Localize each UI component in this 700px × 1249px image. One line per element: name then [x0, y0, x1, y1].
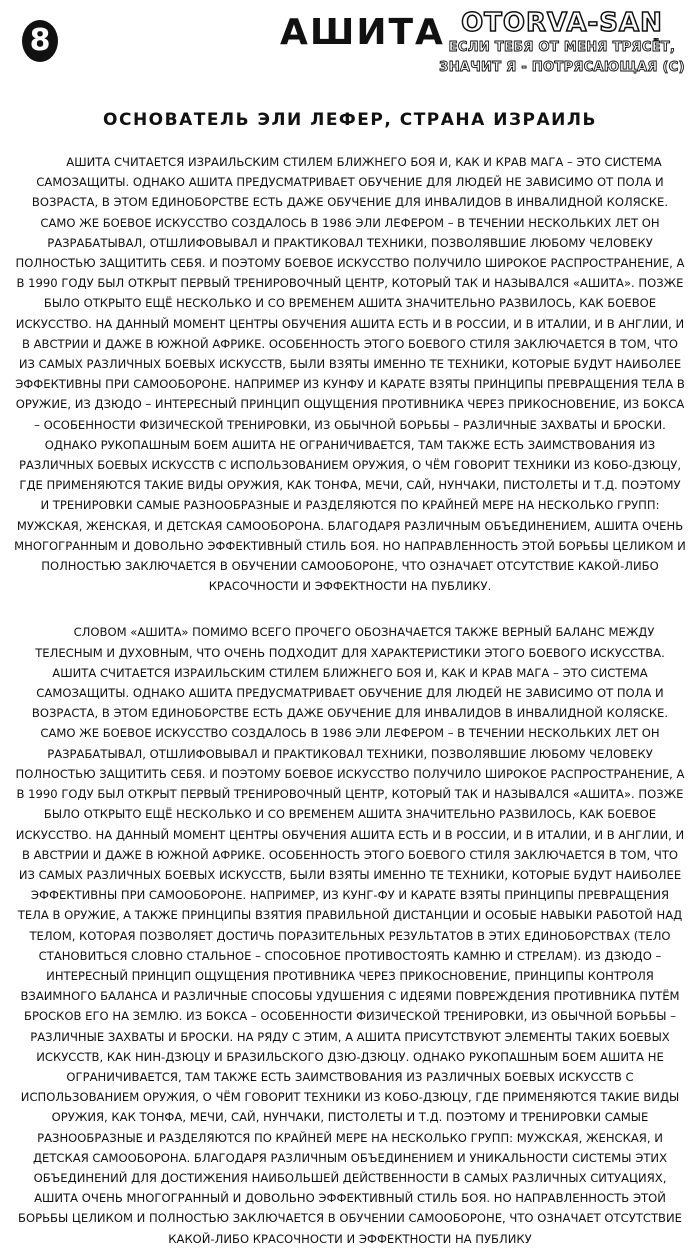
logo-name: OTORVA-SAN — [461, 8, 663, 38]
logo-tagline-line1: ЕСЛИ ТЕБЯ ОТ МЕНЯ ТРЯСЁТ, — [448, 40, 676, 55]
logo-tagline-line2: ЗНАЧИТ Я - ПОТРЯСАЮЩАЯ (С) — [439, 60, 685, 75]
logo-block — [430, 8, 694, 78]
subtitle: ОСНОВАТЕЛЬ ЭЛИ ЛЕФЕР, СТРАНА ИЗРАИЛЬ — [103, 110, 597, 130]
page-title: АШИТА — [280, 12, 445, 53]
paragraph-2: СЛОВОМ «АШИТА» ПОМИМО ВСЕГО ПРОЧЕГО ОБОЗНАЧАЕТСЯ ТАКЖЕ ВЕРНЫЙ БАЛАНС МЕЖДУ ТЕЛЕСНЫМ И ДУХОВНЫМ, ЧТО ОЧЕНЬ ПОДХОДИТ ДЛЯ ХАРАКТЕРИСТИКИ ЭТОГО БОЕВОГО ИСКУССТВА. АШИТА СЧИТАЕТСЯ ИЗРАИЛЬСКИМ СТИЛЕМ БЛИЖНЕГО БОЯ И, КАК И КРАВ МАГА – ЭТО СИСТЕМА САМОЗАЩИТЫ. ОДНАКО АШИТА ПРЕДУСМАТРИВАЕТ ОБУЧЕНИЕ ДЛЯ ЛЮДЕЙ НЕ ЗАВИСИМО ОТ ПОЛА И ВОЗРАСТА, В ЭТОМ ЕДИНОБОРСТВЕ ЕСТЬ ДАЖЕ ОБУЧЕНИЕ ДЛЯ ИНВАЛИДОВ В ИНВАЛИДНОЙ КОЛЯСКЕ. САМО ЖЕ БОЕВОЕ ИСКУССТВО СОЗДАЛОСЬ В 1986 ЭЛИ ЛЕФЕРОМ – В ТЕЧЕНИИ НЕСКОЛЬКИХ ЛЕТ ОН РАЗРАБАТЫВАЛ, ОТШЛИФОВЫВАЛ И ПРАКТИКОВАЛ ТЕХНИКИ, ПОЗВОЛЯВШИЕ ЛЮБОМУ ЧЕЛОВЕКУ ПОЛНОСТЬЮ ЗАЩИТИТЬ СЕБЯ. И ПОЭТОМУ БОЕВОЕ ИСКУССТВО ПОЛУЧИЛО ШИРОКОЕ РАСПРОСТРАНЕНИЕ, А В 1990 ГОДУ БЫЛ ОТКРЫТ ПЕРВЫЙ ТРЕНИРОВОЧНЫЙ ЦЕНТР, КОТОРЫЙ ТАК И НАЗЫВАЛСЯ «АШИТА». ПОЗЖЕ БЫЛО ОТКРЫТО ЕЩЁ НЕСКОЛЬКО И СО ВРЕМЕНЕМ АШИТА ЗНАЧИТЕЛЬНО РАЗВИЛОСЬ, КАК БОЕВОЕ ИСКУССТВО. НА ДАННЫЙ МОМЕНТ ЦЕНТРЫ ОБУЧЕНИЯ АШИТА ЕСТЬ И В РОССИИ, И В ИТАЛИИ, И В АНГЛИИ, И В АВСТРИИ И ДАЖЕ В ЮЖНОЙ АФРИКЕ. ОСОБЕННОСТЬ ЭТОГО БОЕВОГО СТИЛЯ ЗАКЛЮЧАЕТСЯ В ТОМ, ЧТО ИЗ САМЫХ РАЗЛИЧНЫХ БОЕВЫХ ИСКУССТВ, БЫЛИ ВЗЯТЫ ИМЕННО ТЕ ТЕХНИКИ, КОТОРЫЕ БУДУТ НАИБОЛЕЕ ЭФФЕКТИВНЫ ПРИ САМООБОРОНЕ. НАПРИМЕР, ИЗ КУНГ-ФУ И КАРАТЕ ВЗЯТЫ ПРИНЦИПЫ ПРЕВРАЩЕНИЯ ТЕЛА В ОРУЖИЕ, А ТАКЖЕ ПРИНЦИПЫ ВЗЯТИЯ ПРАВИЛЬНОЙ ДИСТАНЦИИ И ОСОБЫЕ НАВЫКИ РАБОТОЙ НАД ТЕЛОМ, КОТОРАЯ ПОЗВОЛЯЕТ ДОСТИЧЬ ПОРАЗИТЕЛЬНЫХ РЕЗУЛЬТАТОВ В ЭТИХ ЕДИНОБОРСТВАХ (ТЕЛО СТАНОВИТЬСЯ СЛОВНО СТАЛЬНОЕ – СПОСОБНОЕ ПРОТИВОСТОЯТЬ КАМНЮ И СТРЕЛАМ). ИЗ ДЗЮДО – ИНТЕРЕСНЫЙ ПРИНЦИП ОЩУЩЕНИЯ ПРОТИВНИКА ЧЕРЕЗ ПРИКОСНОВЕНИЕ, ПРИНЦИПЫ КОНТРОЛЯ ВЗАИМНОГО БАЛАНСА И РАЗЛИЧНЫЕ СПОСОБЫ УДУШЕНИЯ С ИДЕЯМИ ПОВРЕЖДЕНИЯ ПРОТИВНИКА ПУТЁМ БРОСКОВ ЕГО НА ЗЕМЛЮ. ИЗ БОКСА – ОСОБЕННОСТИ ФИЗИЧЕСКОЙ ТРЕНИРОВКИ, ИЗ ОБЫЧНОЙ БОРЬБЫ – РАЗЛИЧНЫЕ ЗАХВАТЫ И БРОСКИ. НА РЯДУ С ЭТИМ, А АШИТА ПРИСУТСТВУЮТ ЭЛЕМЕНТЫ ТАКИХ БОЕВЫХ ИСКУССТВ, КАК НИН-ДЗЮЦУ И БРАЗИЛЬСКОГО ДЗЮ-ДЗЮЦУ. ОДНАКО РУКОПАШНЫМ БОЕМ АШИТА НЕ ОГРАНИЧИВАЕТСЯ, ТАМ ТАКЖЕ ЕСТЬ ЗАИМСТВОВАНИЯ ИЗ РАЗЛИЧНЫХ БОЕВЫХ ИСКУССТВ С ИСПОЛЬЗОВАНИЕМ ОРУЖИЯ, О ЧЁМ ГОВОРИТ ТЕХНИКИ ИЗ КОБО-ДЗЮЦУ, ГДЕ ПРИМЕНЯЮТСЯ ТАКИЕ ВИДЫ ОРУЖИЯ, КАК ТОНФА, МЕЧИ, САЙ, НУНЧАКИ, ПИСТОЛЕТЫ И Т.Д. ПОЭТОМУ И ТРЕНИРОВКИ САМЫЕ РАЗНООБРАЗНЫЕ И РАЗДЕЛЯЮТСЯ ПО КРАЙНЕЙ МЕРЕ НА НЕСКОЛЬКО ГРУПП: МУЖСКАЯ, ЖЕНСКАЯ, И ДЕТСКАЯ САМООБОРОНА. БЛАГОДАРЯ РАЗЛИЧНЫМ ОБЪЕДИНЕНИЕМ И УНИКАЛЬНОСТИ СИСТЕМЫ ЭТИХ ОБЪЕДИНЕНИЙ ДЛЯ ДОСТИЖЕНИЯ НАИБОЛЬШЕЙ ДЕЙСТВЕННОСТИ В САМЫХ РАЗЛИЧНЫХ СИТУАЦИЯХ, АШИТА ОЧЕНЬ МНОГОГРАННЫЙ И ДОВОЛЬНО ЭФФЕКТИВНЫЙ СТИЛЬ БОЯ. НО НАПРАВЛЕННОСТЬ ЭТОЙ БОРЬБЫ ЦЕЛИКОМ И ПОЛНОСТЬЮ ЗАКЛЮЧАЕТСЯ В ОБУЧЕНИИ САМООБОРОНЕ, ЧТО ОЗНАЧАЕТ ОТСУТСТВИЕ КАКОЙ-ЛИБО КРАСОЧНОСТИ И ЭФФЕКТНОСТИ НА ПУБЛИКУ — [15, 625, 685, 1246]
page-number-badge: 8 — [22, 20, 58, 62]
article-body — [14, 152, 686, 1249]
paragraph-1: АШИТА СЧИТАЕТСЯ ИЗРАИЛЬСКИМ СТИЛЕМ БЛИЖНЕГО БОЯ И, КАК И КРАВ МАГА – ЭТО СИСТЕМА САМОЗАЩИТЫ. ОДНАКО АШИТА ПРЕДУСМАТРИВАЕТ ОБУЧЕНИЕ ДЛЯ ЛЮДЕЙ НЕ ЗАВИСИМО ОТ ПОЛА И ВОЗРАСТА, В ЭТОМ ЕДИНОБОРСТВЕ ЕСТЬ ДАЖЕ ОБУЧЕНИЕ ДЛЯ ИНВАЛИДОВ В ИНВАЛИДНОЙ КОЛЯСКЕ. САМО ЖЕ БОЕВОЕ ИСКУССТВО СОЗДАЛОСЬ В 1986 ЭЛИ ЛЕФЕРОМ – В ТЕЧЕНИИ НЕСКОЛЬКИХ ЛЕТ ОН РАЗРАБАТЫВАЛ, ОТШЛИФОВЫВАЛ И ПРАКТИКОВАЛ ТЕХНИКИ, ПОЗВОЛЯВШИЕ ЛЮБОМУ ЧЕЛОВЕКУ ПОЛНОСТЬЮ ЗАЩИТИТЬ СЕБЯ. И ПОЭТОМУ БОЕВОЕ ИСКУССТВО ПОЛУЧИЛО ШИРОКОЕ РАСПРОСТРАНЕНИЕ, А В 1990 ГОДУ БЫЛ ОТКРЫТ ПЕРВЫЙ ТРЕНИРОВОЧНЫЙ ЦЕНТР, КОТОРЫЙ ТАК И НАЗЫВАЛСЯ «АШИТА». ПОЗЖЕ БЫЛО ОТКРЫТО ЕЩЁ НЕСКОЛЬКО И СО ВРЕМЕНЕМ АШИТА ЗНАЧИТЕЛЬНО РАЗВИЛОСЬ, КАК БОЕВОЕ ИСКУССТВО. НА ДАННЫЙ МОМЕНТ ЦЕНТРЫ ОБУЧЕНИЯ АШИТА ЕСТЬ И В РОССИИ, И В ИТАЛИИ, И В АНГЛИИ, И В АВСТРИИ И ДАЖЕ В ЮЖНОЙ АФРИКЕ. ОСОБЕННОСТЬ ЭТОГО БОЕВОГО СТИЛЯ ЗАКЛЮЧАЕТСЯ В ТОМ, ЧТО ИЗ САМЫХ РАЗЛИЧНЫХ БОЕВЫХ ИСКУССТВ, БЫЛИ ВЗЯТЫ ИМЕННО ТЕ ТЕХНИКИ, КОТОРЫЕ БУДУТ НАИБОЛЕЕ ЭФФЕКТИВНЫ ПРИ САМООБОРОНЕ. НАПРИМЕР ИЗ КУНФУ И КАРАТЕ ВЗЯТЫ ПРИНЦИПЫ ПРЕВРАЩЕНИЯ ТЕЛА В ОРУЖИЕ, ИЗ ДЗЮДО – ИНТЕРЕСНЫЙ ПРИНЦИП ОЩУЩЕНИЯ ПРОТИВНИКА ЧЕРЕЗ ПРИКОСНОВЕНИЕ, ИЗ БОКСА – ОСОБЕННОСТИ ФИЗИЧЕСКОЙ ТРЕНИРОВКИ, ИЗ ОБЫЧНОЙ БОРЬБЫ – РАЗЛИЧНЫЕ ЗАХВАТЫ И БРОСКИ. ОДНАКО РУКОПАШНЫМ БОЕМ АШИТА НЕ ОГРАНИЧИВАЕТСЯ, ТАМ ТАКЖЕ ЕСТЬ ЗАИМСТВОВАНИЯ ИЗ РАЗЛИЧНЫХ БОЕВЫХ ИСКУССТВ С ИСПОЛЬЗОВАНИЕМ ОРУЖИЯ, О ЧЁМ ГОВОРИТ ТЕХНИКИ ИЗ КОБО-ДЗЮЦУ, ГДЕ ПРИМЕНЯЮТСЯ ТАКИЕ ВИДЫ ОРУЖИЯ, КАК ТОНФА, МЕЧИ, САЙ, НУНЧАКИ, ПИСТОЛЕТЫ И Т.Д. ПОЭТОМУ И ТРЕНИРОВКИ САМЫЕ РАЗНООБРАЗНЫЕ И РАЗДЕЛЯЮТСЯ ПО КРАЙНЕЙ МЕРЕ НА НЕСКОЛЬКО ГРУПП: МУЖСКАЯ, ЖЕНСКАЯ, И ДЕТСКАЯ САМООБОРОНА. БЛАГОДАРЯ РАЗЛИЧНЫМ ОБЪЕДИНЕНИЕМ, АШИТА ОЧЕНЬ МНОГОГРАННЫМ И ДОВОЛЬНО ЭФФЕКТИВНЫЙ СТИЛЬ БОЯ. НО НАПРАВЛЕННОСТЬ ЭТОЙ БОРЬБЫ ЦЕЛИКОМ И ПОЛНОСТЬЮ ЗАКЛЮЧАЕТСЯ В ОБУЧЕНИИ САМООБОРОНЕ, ЧТО ОЗНАЧАЕТ ОТСУТСТВИЕ КАКОЙ-ЛИБО КРАСОЧНОСТИ И ЭФФЕКТНОСТИ НА ПУБЛИКУ. — [14, 155, 686, 594]
